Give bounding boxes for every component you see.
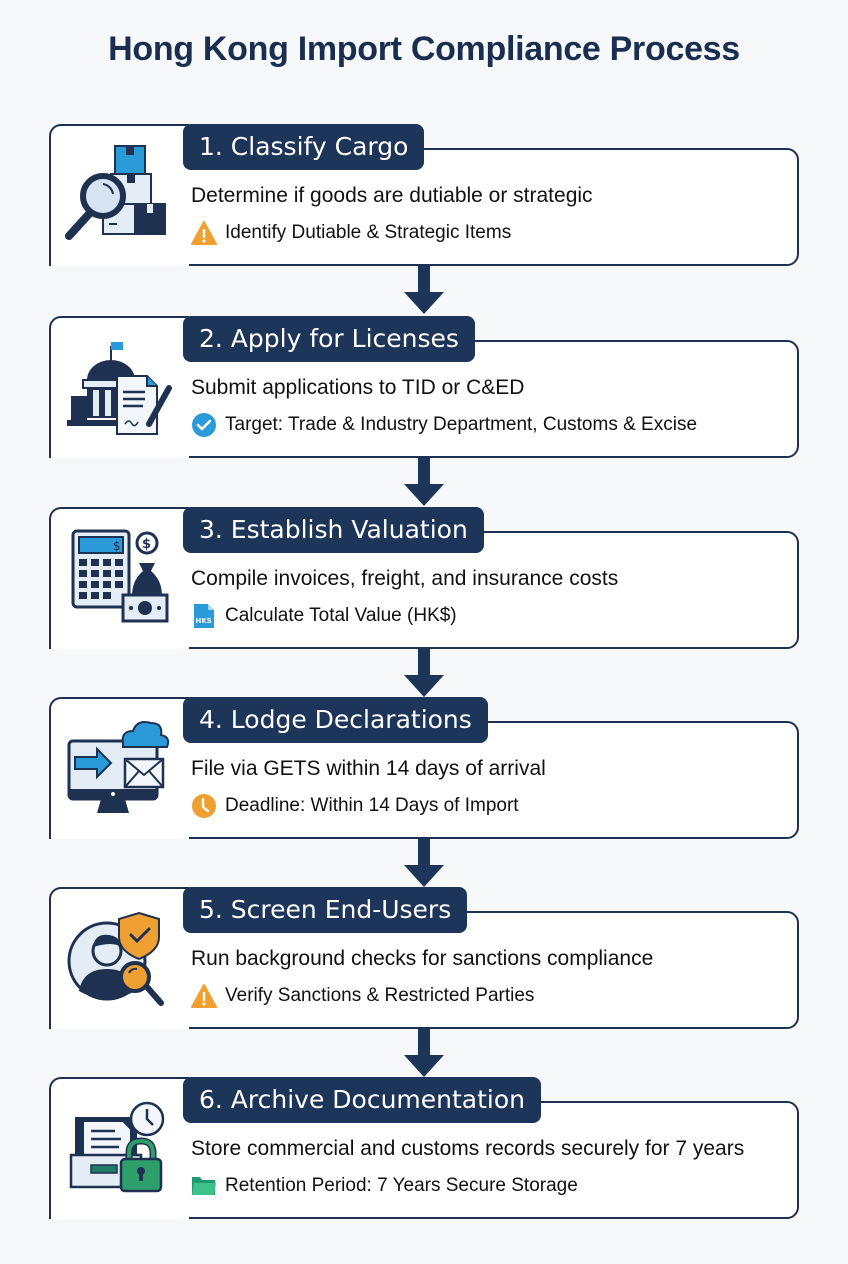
svg-text:$: $ [113,539,121,553]
step-note-text: Retention Period: 7 Years Secure Storage [225,1175,578,1196]
warning-icon [191,220,217,246]
arrow-down-icon [404,839,444,891]
step-description: Compile invoices, freight, and insurance costs [191,567,619,590]
page-title: Hong Kong Import Compliance Process [108,30,740,68]
step-note [191,220,511,246]
step-title: 1. Classify Cargo [183,124,424,170]
step-title: 6. Archive Documentation [183,1077,541,1123]
svg-text:HKS: HKS [195,617,212,625]
step-description: Run background checks for sanctions compliance [191,947,654,970]
step-note [191,983,534,1009]
step-note [191,412,697,438]
step-note [191,1173,578,1199]
folder-icon [191,1173,217,1199]
arrow-down-icon [404,1029,444,1081]
user-shield-search-icon [63,907,173,1007]
verified-check-icon [191,412,217,438]
step-description: Store commercial and customs records securely for 7 years [191,1137,745,1160]
step-note [191,793,519,819]
step-title: 3. Establish Valuation [183,507,484,553]
government-document-icon [63,336,173,436]
computer-cloud-mail-icon [63,717,173,817]
arrow-down-icon [404,649,444,701]
step-description: Submit applications to TID or C&ED [191,376,525,399]
step-description: File via GETS within 14 days of arrival [191,757,546,780]
step-note-text: Identify Dutiable & Strategic Items [225,222,512,243]
step-1 [49,124,799,266]
step-3 [49,507,799,649]
step-6 [49,1077,799,1219]
step-note [191,603,457,629]
svg-text:$: $ [142,537,152,552]
arrow-down-icon [404,266,444,318]
clock-icon [191,793,217,819]
step-note-text: Deadline: Within 14 Days of Import [225,795,519,816]
archive-lock-clock-icon [63,1097,173,1197]
boxes-magnifier-icon [63,144,173,244]
step-2 [49,316,799,458]
step-4 [49,697,799,839]
arrow-down-icon [404,458,444,510]
step-description: Determine if goods are dutiable or strategic [191,184,593,207]
step-note-text: Verify Sanctions & Restricted Parties [225,985,535,1006]
step-title: 4. Lodge Declarations [183,697,488,743]
step-5 [49,887,799,1029]
step-note-text: Calculate Total Value (HK$) [225,605,457,626]
step-title: 5. Screen End-Users [183,887,467,933]
hk-document-icon [191,603,217,629]
step-note-text: Target: Trade & Industry Department, Customs & Excise [225,414,698,435]
warning-icon [191,983,217,1009]
calculator-money-icon [63,527,173,627]
step-title: 2. Apply for Licenses [183,316,475,362]
